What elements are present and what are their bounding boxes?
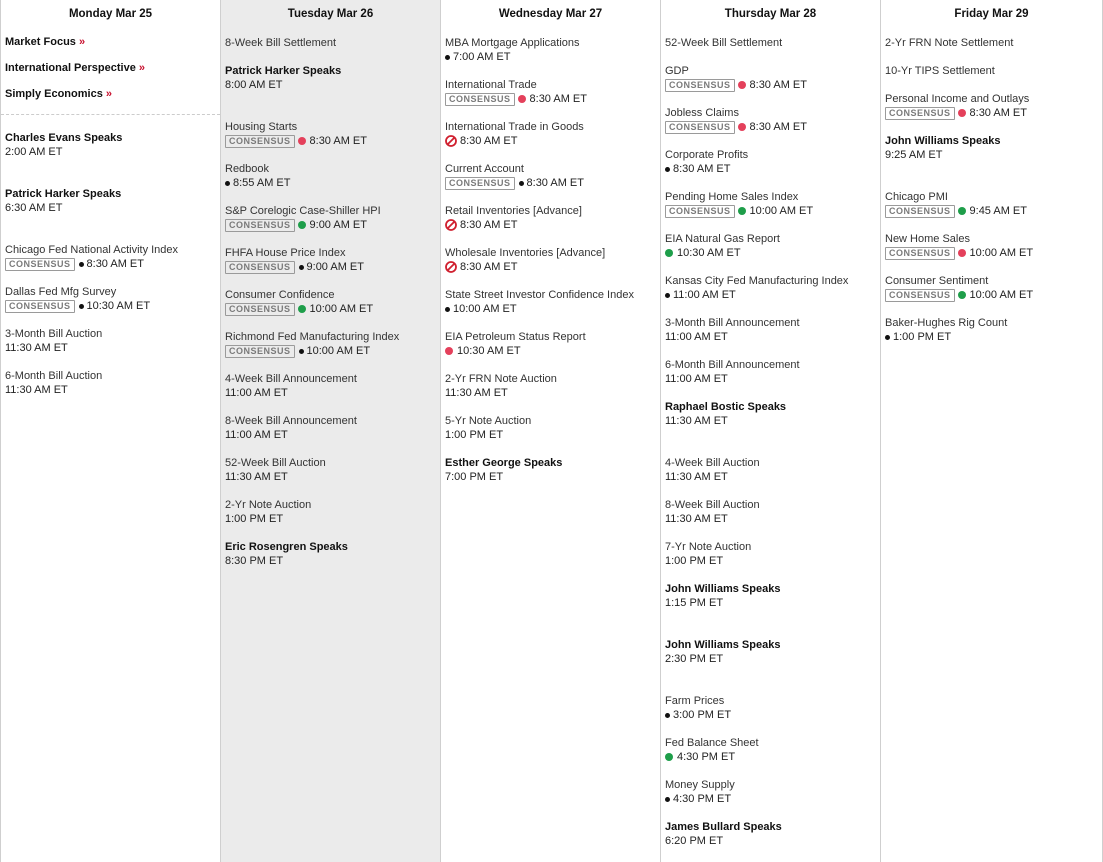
event-item[interactable]: S&P Corelogic Case-Shiller HPI CONSENSUS 9:00 AM ET <box>225 205 381 231</box>
consensus-badge[interactable]: CONSENSUS <box>445 177 515 190</box>
event-item[interactable]: Patrick Harker Speaks 6:30 AM ET <box>5 188 122 214</box>
consensus-badge[interactable]: CONSENSUS <box>885 205 955 218</box>
dot-icon <box>79 304 84 309</box>
event-item[interactable]: John Williams Speaks 2:30 PM ET <box>665 639 781 665</box>
event-item[interactable]: Housing Starts CONSENSUS 8:30 AM ET <box>225 121 367 147</box>
day-header: Wednesday Mar 27 <box>498 8 603 20</box>
event-item[interactable]: Eric Rosengren Speaks 8:30 PM ET <box>225 541 348 567</box>
event-item[interactable]: 2-Yr Note Auction 1:00 PM ET <box>225 499 312 525</box>
green-dot-icon <box>665 249 673 257</box>
event-item[interactable]: Fed Balance Sheet 4:30 PM ET <box>665 737 759 763</box>
event-item[interactable]: 52-Week Bill Settlement <box>665 37 783 49</box>
event-item[interactable]: Personal Income and Outlays CONSENSUS 8:30 AM ET <box>885 93 1030 119</box>
event-item[interactable]: FHFA House Price Index CONSENSUS 9:00 AM ET <box>225 247 364 273</box>
dot-icon <box>445 55 450 60</box>
event-item[interactable]: New Home Sales CONSENSUS 10:00 AM ET <box>885 233 1034 259</box>
event-item[interactable]: Chicago PMI CONSENSUS 9:45 AM ET <box>885 191 1027 217</box>
event-item[interactable]: 2-Yr FRN Note Settlement <box>885 37 1014 49</box>
green-dot-icon <box>958 207 966 215</box>
event-item[interactable]: Corporate Profits 8:30 AM ET <box>665 149 749 175</box>
green-dot-icon <box>298 305 306 313</box>
event-item[interactable]: 3-Month Bill Auction 11:30 AM ET <box>5 328 103 354</box>
event-item[interactable]: 52-Week Bill Auction 11:30 AM ET <box>225 457 326 483</box>
not-available-icon <box>445 135 457 147</box>
red-dot-icon <box>445 347 453 355</box>
consensus-badge[interactable]: CONSENSUS <box>225 345 295 358</box>
event-item[interactable]: Baker-Hughes Rig Count 1:00 PM ET <box>885 317 1008 343</box>
event-item[interactable]: John Williams Speaks 9:25 AM ET <box>885 135 1001 161</box>
day-column-friday <box>881 0 1103 862</box>
event-item[interactable]: Consumer Sentiment CONSENSUS 10:00 AM ET <box>885 275 1034 301</box>
red-dot-icon <box>958 249 966 257</box>
red-dot-icon <box>738 81 746 89</box>
not-available-icon <box>445 261 457 273</box>
event-item[interactable]: State Street Investor Confidence Index 10:00 AM ET <box>445 289 634 315</box>
red-dot-icon <box>518 95 526 103</box>
consensus-badge[interactable]: CONSENSUS <box>665 121 735 134</box>
event-item[interactable]: 8-Week Bill Auction 11:30 AM ET <box>665 499 760 525</box>
event-item[interactable]: Money Supply 4:30 PM ET <box>665 779 735 805</box>
green-dot-icon <box>738 207 746 215</box>
dot-icon <box>299 265 304 270</box>
dot-icon <box>665 167 670 172</box>
event-item[interactable]: Pending Home Sales Index CONSENSUS 10:00 AM ET <box>665 191 814 217</box>
event-item[interactable]: Kansas City Fed Manufacturing Index 11:00 AM ET <box>665 275 849 301</box>
event-item[interactable]: EIA Petroleum Status Report 10:30 AM ET <box>445 331 586 357</box>
dot-icon <box>665 797 670 802</box>
event-item[interactable]: 7-Yr Note Auction 1:00 PM ET <box>665 541 752 567</box>
event-item[interactable]: 4-Week Bill Announcement 11:00 AM ET <box>225 373 357 399</box>
day-column-monday <box>1 0 221 862</box>
green-dot-icon <box>958 291 966 299</box>
event-item[interactable]: Charles Evans Speaks 2:00 AM ET <box>5 132 123 158</box>
event-item[interactable]: 3-Month Bill Announcement 11:00 AM ET <box>665 317 800 343</box>
consensus-badge[interactable]: CONSENSUS <box>885 289 955 302</box>
dot-icon <box>225 181 230 186</box>
consensus-badge[interactable]: CONSENSUS <box>5 300 75 313</box>
not-available-icon <box>445 219 457 231</box>
event-item[interactable]: 6-Month Bill Auction 11:30 AM ET <box>5 370 103 396</box>
event-item[interactable]: Dallas Fed Mfg Survey CONSENSUS 10:30 AM ET <box>5 286 151 312</box>
event-item[interactable]: GDP CONSENSUS 8:30 AM ET <box>665 65 807 91</box>
red-dot-icon <box>958 109 966 117</box>
event-item[interactable]: Farm Prices 3:00 PM ET <box>665 695 732 721</box>
event-item[interactable]: 6-Month Bill Announcement 11:00 AM ET <box>665 359 800 385</box>
simply-economics-link[interactable]: Simply Economics » <box>5 88 112 100</box>
consensus-badge[interactable]: CONSENSUS <box>225 219 295 232</box>
event-item[interactable]: Richmond Fed Manufacturing Index CONSENSUS 10:00 AM ET <box>225 331 400 357</box>
red-dot-icon <box>298 137 306 145</box>
consensus-badge[interactable]: CONSENSUS <box>665 205 735 218</box>
event-item[interactable]: Retail Inventories [Advance] 8:30 AM ET <box>445 205 582 231</box>
event-item[interactable]: International Trade in Goods 8:30 AM ET <box>445 121 584 147</box>
event-item[interactable]: EIA Natural Gas Report 10:30 AM ET <box>665 233 780 259</box>
day-header: Thursday Mar 28 <box>724 8 817 20</box>
consensus-badge[interactable]: CONSENSUS <box>445 93 515 106</box>
event-item[interactable]: MBA Mortgage Applications 7:00 AM ET <box>445 37 580 63</box>
event-item[interactable]: Consumer Confidence CONSENSUS 10:00 AM ET <box>225 289 374 315</box>
consensus-badge[interactable]: CONSENSUS <box>225 261 295 274</box>
day-header: Monday Mar 25 <box>68 8 153 20</box>
event-item[interactable]: 4-Week Bill Auction 11:30 AM ET <box>665 457 760 483</box>
consensus-badge[interactable]: CONSENSUS <box>665 79 735 92</box>
event-item[interactable]: 8-Week Bill Settlement <box>225 37 337 49</box>
event-item[interactable]: Esther George Speaks 7:00 PM ET <box>445 457 563 483</box>
event-item[interactable]: John Williams Speaks 1:15 PM ET <box>665 583 781 609</box>
day-column-tuesday <box>221 0 441 862</box>
red-dot-icon <box>738 123 746 131</box>
event-item[interactable]: 2-Yr FRN Note Auction 11:30 AM ET <box>445 373 557 399</box>
dot-icon <box>885 335 890 340</box>
dot-icon <box>299 349 304 354</box>
green-dot-icon <box>665 753 673 761</box>
dot-icon <box>445 307 450 312</box>
day-column-wednesday <box>441 0 661 862</box>
event-item[interactable]: 5-Yr Note Auction 1:00 PM ET <box>445 415 532 441</box>
green-dot-icon <box>298 221 306 229</box>
event-item[interactable]: Jobless Claims CONSENSUS 8:30 AM ET <box>665 107 807 133</box>
dot-icon <box>519 181 524 186</box>
event-item[interactable]: Wholesale Inventories [Advance] 8:30 AM ET <box>445 247 606 273</box>
event-item[interactable]: Current Account CONSENSUS 8:30 AM ET <box>445 163 584 189</box>
consensus-badge[interactable]: CONSENSUS <box>885 107 955 120</box>
international-perspective-link[interactable]: International Perspective » <box>5 62 146 74</box>
event-item[interactable]: International Trade CONSENSUS 8:30 AM ET <box>445 79 587 105</box>
event-item[interactable]: Chicago Fed National Activity Index CONSENSUS 8:30 AM ET <box>5 244 179 270</box>
divider <box>1 114 220 115</box>
dot-icon <box>665 293 670 298</box>
dot-icon <box>665 713 670 718</box>
consensus-badge[interactable]: CONSENSUS <box>225 135 295 148</box>
event-item[interactable]: 8-Week Bill Announcement 11:00 AM ET <box>225 415 357 441</box>
market-focus-link[interactable]: Market Focus » <box>5 36 86 48</box>
consensus-badge[interactable]: CONSENSUS <box>5 258 75 271</box>
day-header: Tuesday Mar 26 <box>287 8 374 20</box>
event-item[interactable]: Redbook 8:55 AM ET <box>225 163 291 189</box>
consensus-badge[interactable]: CONSENSUS <box>225 303 295 316</box>
event-item[interactable]: 10-Yr TIPS Settlement <box>885 65 995 77</box>
event-item[interactable]: James Bullard Speaks 6:20 PM ET <box>665 821 782 847</box>
day-header: Friday Mar 29 <box>954 8 1029 20</box>
event-item[interactable]: Patrick Harker Speaks 8:00 AM ET <box>225 65 342 91</box>
dot-icon <box>79 262 84 267</box>
consensus-badge[interactable]: CONSENSUS <box>885 247 955 260</box>
day-column-thursday <box>661 0 881 862</box>
event-item[interactable]: Raphael Bostic Speaks 11:30 AM ET <box>665 401 787 427</box>
